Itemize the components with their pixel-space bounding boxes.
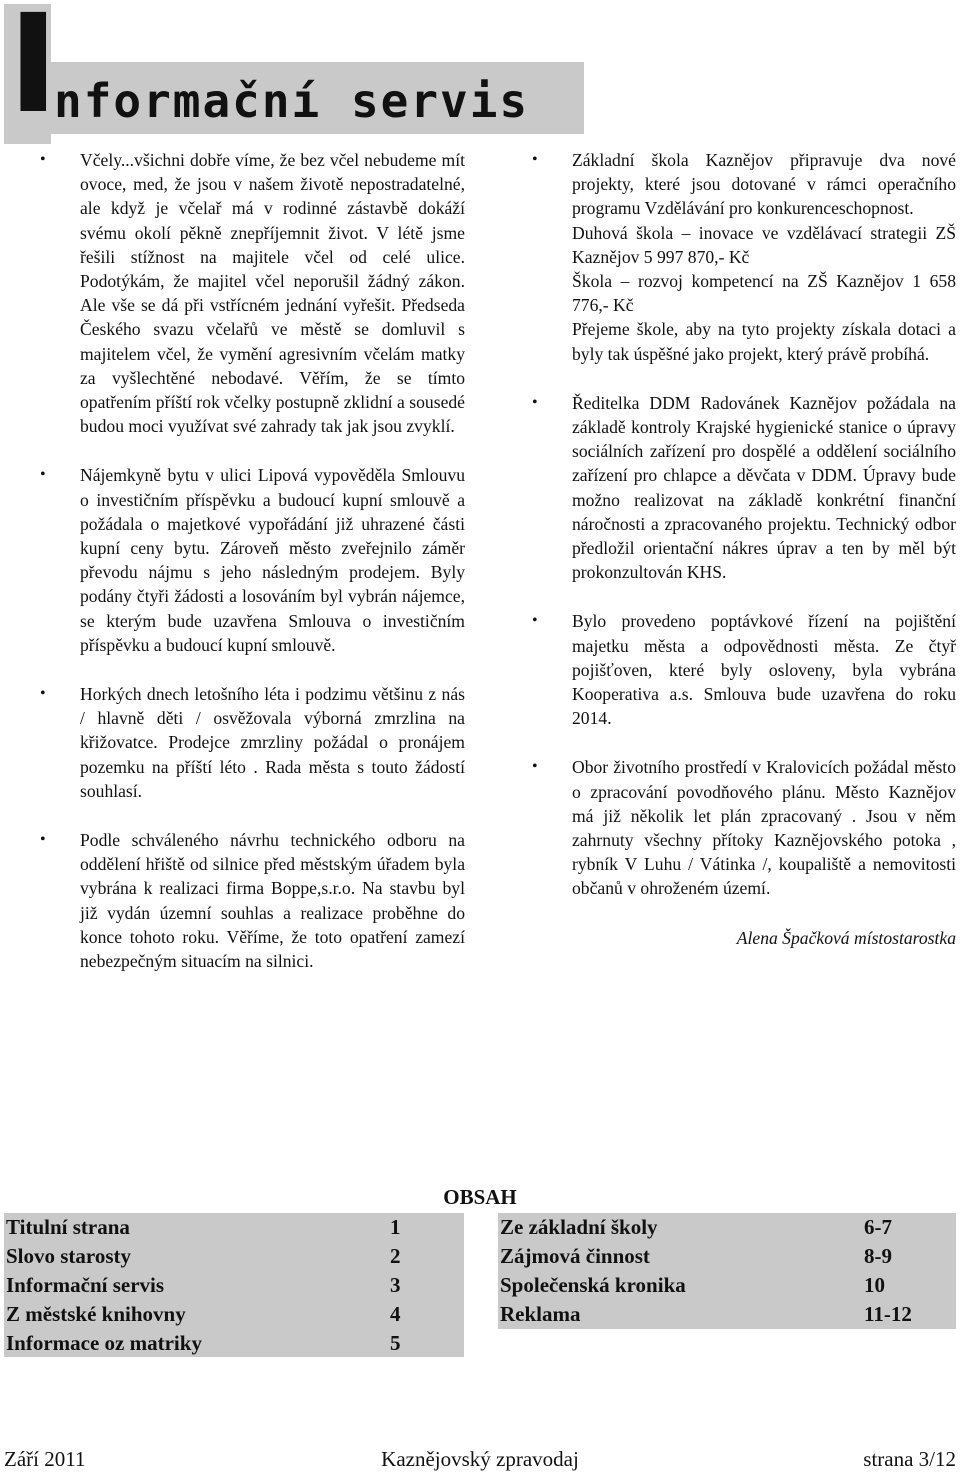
contents-label: Ze základní školy — [500, 1215, 658, 1239]
contents-row — [4, 1213, 464, 1242]
news-item-playground — [40, 828, 465, 973]
contents-table-right — [498, 1213, 956, 1329]
contents-label: Zájmová činnost — [500, 1244, 650, 1268]
news-item-text: • Nájemkyně bytu v ulici Lipová vypověděla Smlouvu o investičním příspěvku a budoucí kupní smlouvě a požádala o majetkové vypořádání již uhrazené části kupní ceny bytu. Zároveň město zveřejnilo záměr převodu nájmu s jeho následným prodejem. Byly podány čtyři žádosti a losováním byl vybrán nájemce, se kterým bude uzavřena Smlouva o investičním příspěvku a budoucí kupní smlouvě. — [80, 465, 465, 655]
news-item-text: Škola – rozvoj kompetencí na ZŠ Kaznějov 1 658 776,- Kč — [572, 271, 956, 316]
footer-publication: Kaznějovský zpravodaj — [381, 1447, 579, 1471]
contents-page: 4 — [390, 1302, 401, 1326]
news-item-school-projects — [532, 148, 956, 366]
title-initial-letter: I — [8, 0, 59, 144]
contents-row — [4, 1300, 464, 1329]
news-item-ice-cream — [40, 682, 465, 803]
news-item-text: • Základní škola Kaznějov připravuje dva nové projekty, které jsou dotované v rámci operačního programu Vzdělávání pro konkurenceschopnost. — [572, 150, 956, 219]
news-item-text: • Včely...všichni dobře víme, že bez včel nebudeme mít ovoce, med, že jsou v našem životě nepostradatelné, ale když je včelař má v rodinné zástavbě dokáží svému okolí pěkně znepříjemnit život. V létě jsme řešili stížnost na majitele včel od celé ulice. Podotýkám, že majitel včel neporušil žádný zákon. Ale vše se dá při vstřícném jednání vyřešit. Předseda Českého svazu včelařů ve městě se domluvil s majitelem včel, že vymění agresivním včelám matky za vyšlechtěné nebodavé. Věřím, že se tímto opatřením příští rok včelky postupně zklidní a sousedé budou moci využívat své zahrady tak jak jsou zvyklí. — [80, 150, 465, 437]
page-title — [4, 0, 584, 144]
signature: Alena Špačková místostarostka — [736, 927, 956, 948]
contents-row — [498, 1213, 956, 1242]
contents-label: Slovo starosty — [6, 1244, 132, 1268]
contents-label: Informační servis — [6, 1273, 165, 1297]
news-item-text: • Ředitelka DDM Radovánek Kaznějov požádala na základě kontroly Krajské hygienické stanice o úpravy sociálních zařízení pro dospělé a oddělení sociálního zařízení pro chlapce a děvčata v DDM. Úpravy bude možno realizovat na základě konkrétní finanční náročnosti a zpracovaného projektu. Technický odbor předložil orientační nákres úprav a ten by měl být prokonzultován KHS. — [572, 392, 956, 583]
news-item-apartment — [40, 463, 465, 657]
contents-page: 8-9 — [864, 1244, 892, 1268]
contents-table-left — [4, 1213, 464, 1357]
contents-row — [498, 1242, 956, 1271]
contents-label: Z městské knihovny — [6, 1302, 186, 1326]
contents-row — [498, 1271, 956, 1300]
left-column — [40, 148, 465, 998]
news-item-text: • Obor životního prostředí v Kralovicích požádal město o zpracování povodňového plánu. Město Kaznějov má již několik let plán zpracovaný . Jsou v něm zahrnuty všechny přítoky Kaznějovského potoka , rybník V Luhu / Vátinka /, koupaliště a nemovitosti občanů v ohroženém území. — [572, 757, 956, 899]
contents-label: Společenská kronika — [500, 1273, 686, 1297]
contents-page: 5 — [390, 1331, 401, 1355]
contents-page: 1 — [390, 1215, 401, 1239]
contents-row — [498, 1300, 956, 1329]
title-text: nformační servis — [54, 74, 530, 128]
news-item-text: • Horkých dnech letošního léta i podzimu většinu z nás / hlavně děti / osvěžovala výborná zmrzlina na křižovatce. Prodejce zmrzliny požádal o pronájem pozemku na příští léto . Rada města s touto žádostí souhlasí. — [80, 684, 465, 801]
contents-page: 11-12 — [864, 1302, 912, 1326]
contents-page: 6-7 — [864, 1215, 892, 1239]
contents-page: 2 — [390, 1244, 401, 1268]
footer-date: Září 2011 — [4, 1447, 86, 1471]
right-column — [532, 148, 956, 950]
contents-row — [4, 1329, 464, 1358]
contents-title: OBSAH — [443, 1185, 517, 1209]
news-item-insurance — [532, 609, 956, 730]
news-item-text: Duhová škola – inovace ve vzdělávací strategii ZŠ Kaznějov 5 997 870,- Kč — [572, 222, 956, 267]
news-item-flood-plan — [532, 755, 956, 900]
contents-row — [4, 1271, 464, 1300]
contents-page: 10 — [864, 1273, 885, 1297]
contents-label: Reklama — [500, 1302, 581, 1326]
news-item-text: • Bylo provedeno poptávkové řízení na pojištění majetku města a odpovědnosti města. Ze čtyř pojišťoven, které byly osloveny, byla vybrána Kooperativa a.s. Smlouva bude uzavřena do roku 2014. — [572, 611, 956, 729]
news-item-text: Přejeme škole, aby na tyto projekty získala dotaci a byly tak úspěšné jako projekt, který právě probíhá. — [572, 319, 956, 364]
footer-page-number: strana 3/12 — [863, 1447, 956, 1471]
contents-row — [4, 1242, 464, 1271]
contents-label: Titulní strana — [6, 1215, 130, 1239]
news-item-text: • Podle schváleného návrhu technického odboru na oddělení hřiště od silnice před městským úřadem byla vybrána k realizaci firma Boppe,s.r.o. Na stavbu byl již vydán územní souhlas a realizace proběhne do konce tohoto roku. Věříme, že toto opatření zamezí nebezpečným situacím na silnici. — [80, 830, 465, 972]
news-item-bees — [40, 148, 465, 438]
contents-page: 3 — [390, 1273, 401, 1297]
news-item-ddm — [532, 391, 956, 585]
contents-label: Informace oz matriky — [6, 1331, 202, 1355]
